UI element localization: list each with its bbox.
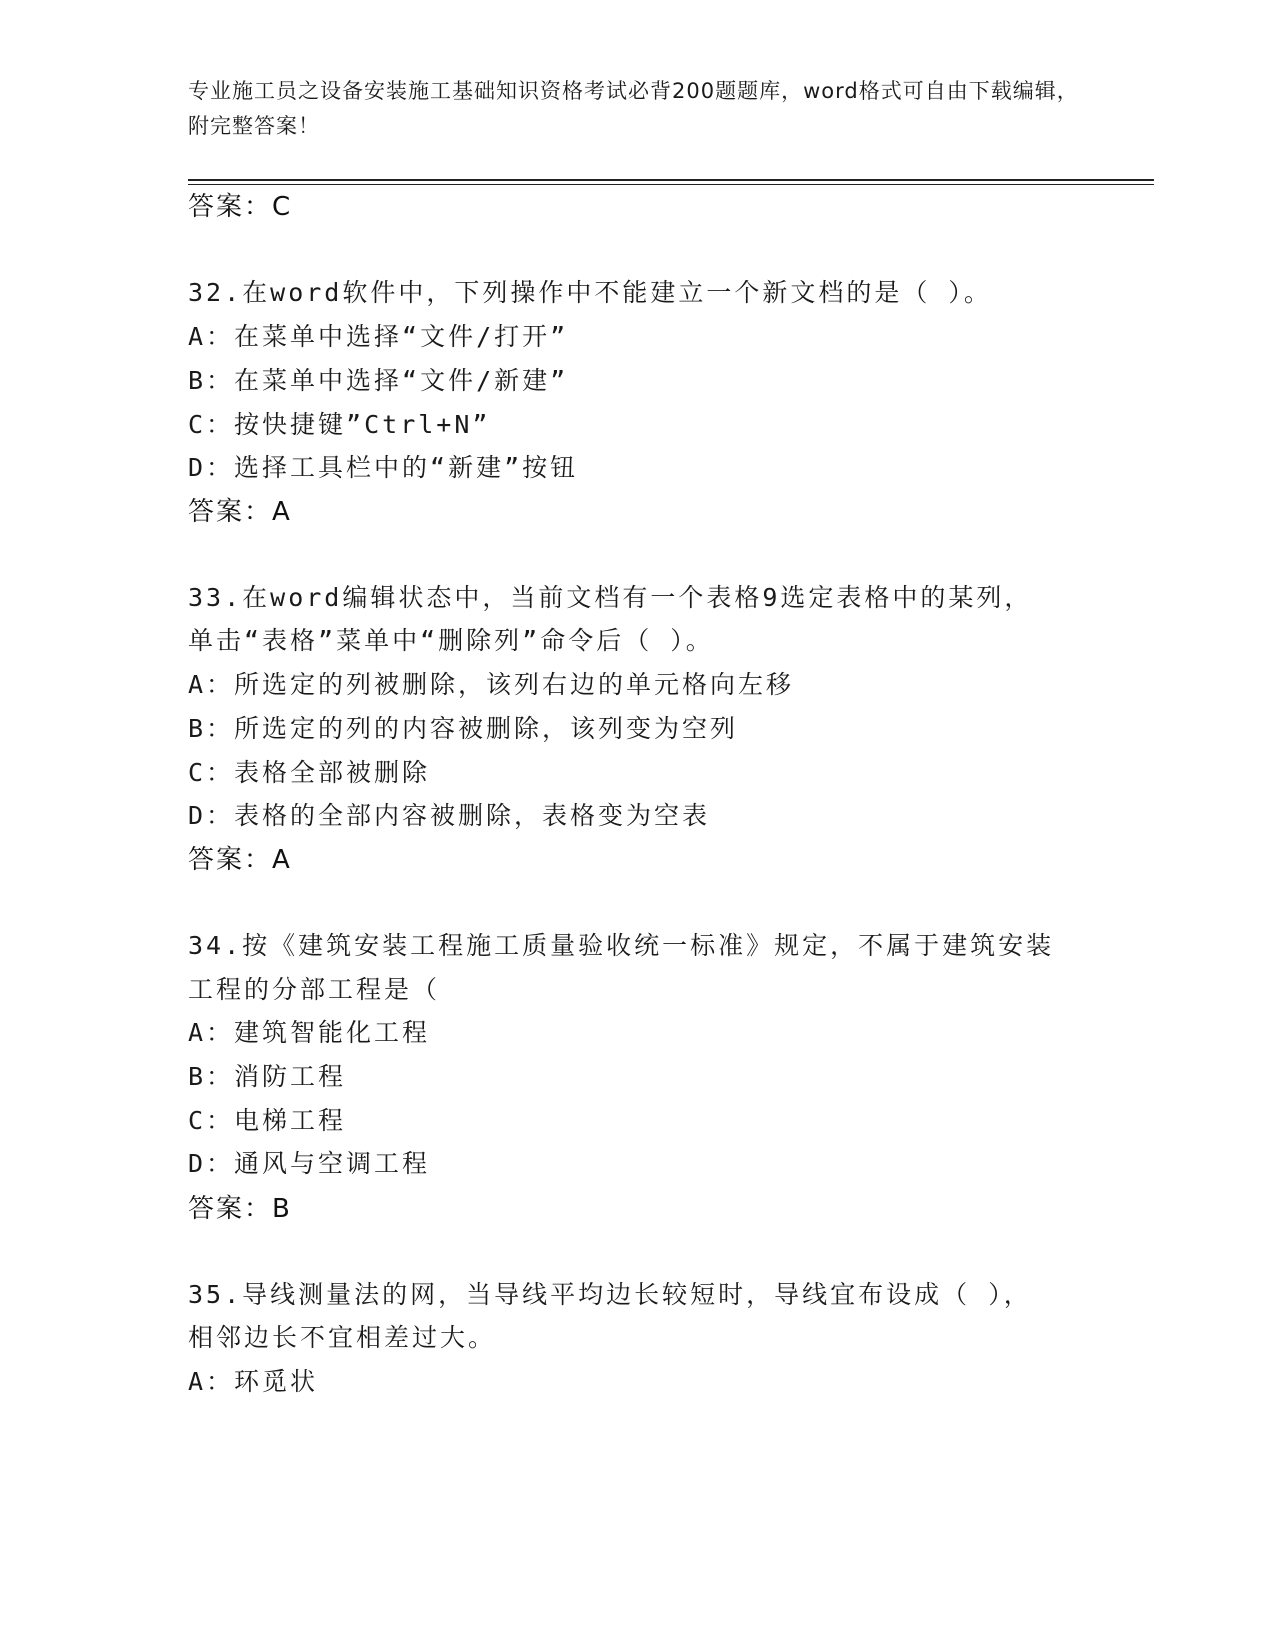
question-34-stem-line-1: 34.按《建筑安装工程施工质量验收统一标准》规定，不属于建筑安装 bbox=[188, 931, 1055, 960]
question-35-option-a: A：环觅状 bbox=[188, 1367, 319, 1396]
question-33-answer: 答案：A bbox=[188, 845, 292, 875]
question-33-option-d: D：表格的全部内容被删除，表格变为空表 bbox=[188, 801, 711, 830]
question-34-stem-line-2: 工程的分部工程是（ bbox=[188, 975, 441, 1004]
question-34-option-a: A：建筑智能化工程 bbox=[188, 1018, 431, 1047]
answer-prev: 答案：C bbox=[188, 192, 293, 222]
question-33-stem-line-1: 33.在word编辑状态中，当前文档有一个表格9选定表格中的某列， bbox=[188, 583, 1033, 612]
question-34-option-c: C：电梯工程 bbox=[188, 1106, 347, 1135]
question-34-option-d: D：通风与空调工程 bbox=[188, 1149, 431, 1178]
question-32-answer: 答案：A bbox=[188, 497, 292, 527]
question-34-option-b: B：消防工程 bbox=[188, 1062, 347, 1091]
question-32-option-d: D：选择工具栏中的“新建”按钮 bbox=[188, 453, 579, 482]
question-32-stem-line-1: 32.在word软件中，下列操作中不能建立一个新文档的是（ ）。 bbox=[188, 278, 992, 307]
question-32-option-a: A：在菜单中选择“文件/打开” bbox=[188, 322, 569, 351]
header-rule-thick bbox=[188, 179, 1154, 181]
question-34-answer: 答案：B bbox=[188, 1194, 292, 1224]
question-35-stem-line-2: 相邻边长不宜相差过大。 bbox=[188, 1323, 497, 1352]
header-rule-thin bbox=[188, 184, 1154, 185]
document-header: 专业施工员之设备安装施工基础知识资格考试必背200题题库，word格式可自由下载编辑，附完整答案！ bbox=[188, 79, 1079, 138]
question-33-stem-line-2: 单击“表格”菜单中“删除列”命令后（ ）。 bbox=[188, 626, 714, 655]
question-32-option-b: B：在菜单中选择“文件/新建” bbox=[188, 366, 569, 395]
question-33-option-c: C：表格全部被删除 bbox=[188, 758, 431, 787]
question-32-option-c: C：按快捷键”Ctrl+N” bbox=[188, 410, 491, 439]
question-33-option-b: B：所选定的列的内容被删除，该列变为空列 bbox=[188, 714, 739, 743]
question-35-stem-line-1: 35.导线测量法的网，当导线平均边长较短时，导线宜布设成（ ）， bbox=[188, 1280, 1032, 1309]
question-33-option-a: A：所选定的列被删除，该列右边的单元格向左移 bbox=[188, 670, 795, 699]
